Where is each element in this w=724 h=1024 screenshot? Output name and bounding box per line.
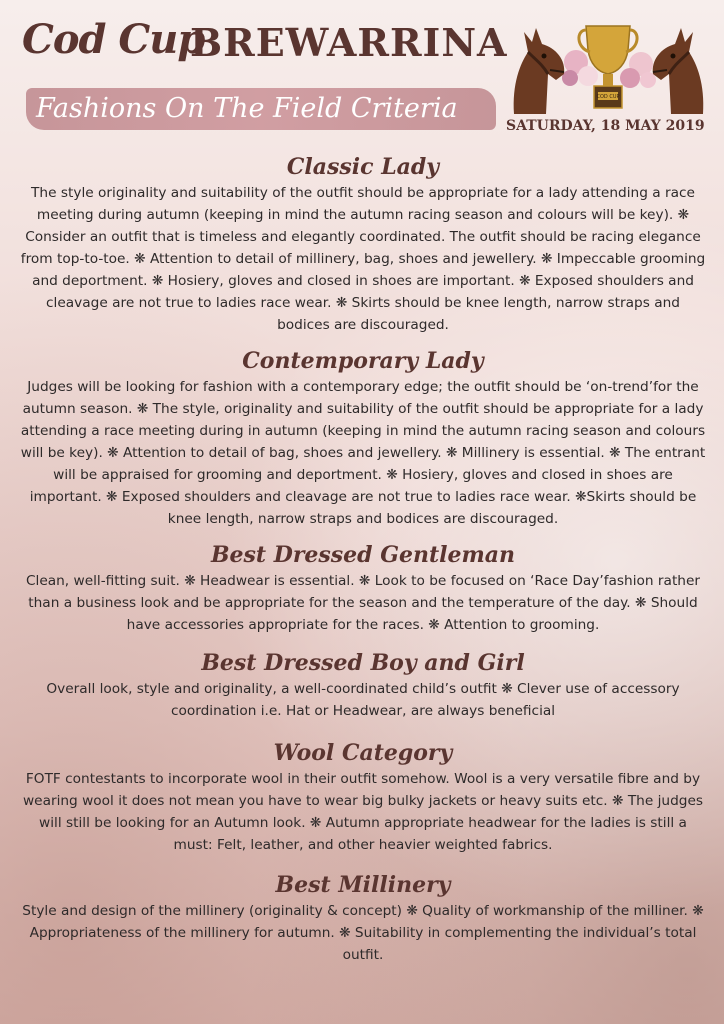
title-script: Cod Cup bbox=[22, 16, 205, 63]
section-title: Best Dressed Boy and Girl bbox=[201, 650, 525, 676]
section-best-millinery bbox=[18, 870, 708, 966]
section-best-dressed-gentleman bbox=[18, 540, 708, 636]
section-body: Style and design of the millinery (originality & concept) ❋ Quality of workmanship of the milliner. ❋ Appropriateness of the millinery for autumn. ❋ Suitability in complementing the individual’s total outfit. bbox=[22, 903, 704, 963]
section-title: Best Dressed Gentleman bbox=[210, 542, 516, 568]
section-title: Contemporary Lady bbox=[242, 348, 484, 374]
section-body: Clean, well-fitting suit. ❋ Headwear is essential. ❋ Look to be focused on ‘Race Day’fashion rather than a business look and be appropriate for the season and the temperature of the day. ❋ Should have accessories appropriate for the races. ❋ Attention to grooming. bbox=[25, 573, 701, 633]
section-best-dressed-boy-girl bbox=[18, 648, 708, 722]
section-classic-lady bbox=[18, 152, 708, 336]
section-body: Overall look, style and originality, a well-coordinated child’s outfit ❋ Clever use of accessory coordination i.e. Hat or Headwear, are always beneficial bbox=[46, 681, 680, 719]
section-body: Judges will be looking for fashion with a contemporary edge; the outfit should be ‘on-trend’for the autumn season. ❋ The style, originality and suitability of the outfit should be appropriate for a lady attending a race meeting during in autumn (keeping in mind the autumn racing season and colours will be key). ❋ Attention to detail of bag, shoes and jewellery. ❋ Millinery is essential. ❋ The entrant will be appraised for grooming and deportment. ❋ Hosiery, gloves and closed in shoes are important. ❋ Exposed shoulders and cleavage are not true to ladies race wear. ❋Skirts should be knee length, narrow straps and bodices are discouraged. bbox=[20, 379, 706, 527]
section-contemporary-lady bbox=[18, 346, 708, 530]
title-caps: BREWARRINA bbox=[190, 20, 508, 65]
section-title: Best Millinery bbox=[275, 872, 451, 898]
banner-title: Fashions On The Field Criteria bbox=[36, 93, 458, 124]
section-body: The style originality and suitability of the outfit should be appropriate for a lady attending a race meeting during autumn (keeping in mind the autumn racing season and colours will be key). ❋ Consider an outfit that is timeless and elegantly coordinated. The outfit should be racing elegance from top-to-toe. ❋ Attention to detail of millinery, bag, shoes and jewellery. ❋ Impeccable grooming and deportment. ❋ Hosiery, gloves and closed in shoes are important. ❋ Exposed shoulders and cleavage are not true to ladies race wear. ❋ Skirts should be knee length, narrow straps and bodices are discouraged. bbox=[20, 185, 706, 333]
section-title: Classic Lady bbox=[286, 154, 440, 180]
horses-trophy-icon bbox=[506, 14, 711, 116]
section-wool-category bbox=[18, 738, 708, 856]
event-date: SATURDAY, 18 MAY 2019 bbox=[506, 118, 705, 134]
criteria-content bbox=[18, 150, 708, 966]
section-title: Wool Category bbox=[273, 740, 453, 766]
section-body: FOTF contestants to incorporate wool in their outfit somehow. Wool is a very versatile fibre and by wearing wool it does not mean you have to wear big bulky jackets or heavy suits etc. ❋ The judges will still be looking for an Autumn look. ❋ Autumn appropriate headwear for the ladies is still a must: Felt, leather, and other heavier weighted fabrics. bbox=[22, 771, 704, 853]
header bbox=[0, 0, 724, 150]
trophy-plate-text: COD CUP bbox=[596, 94, 620, 100]
